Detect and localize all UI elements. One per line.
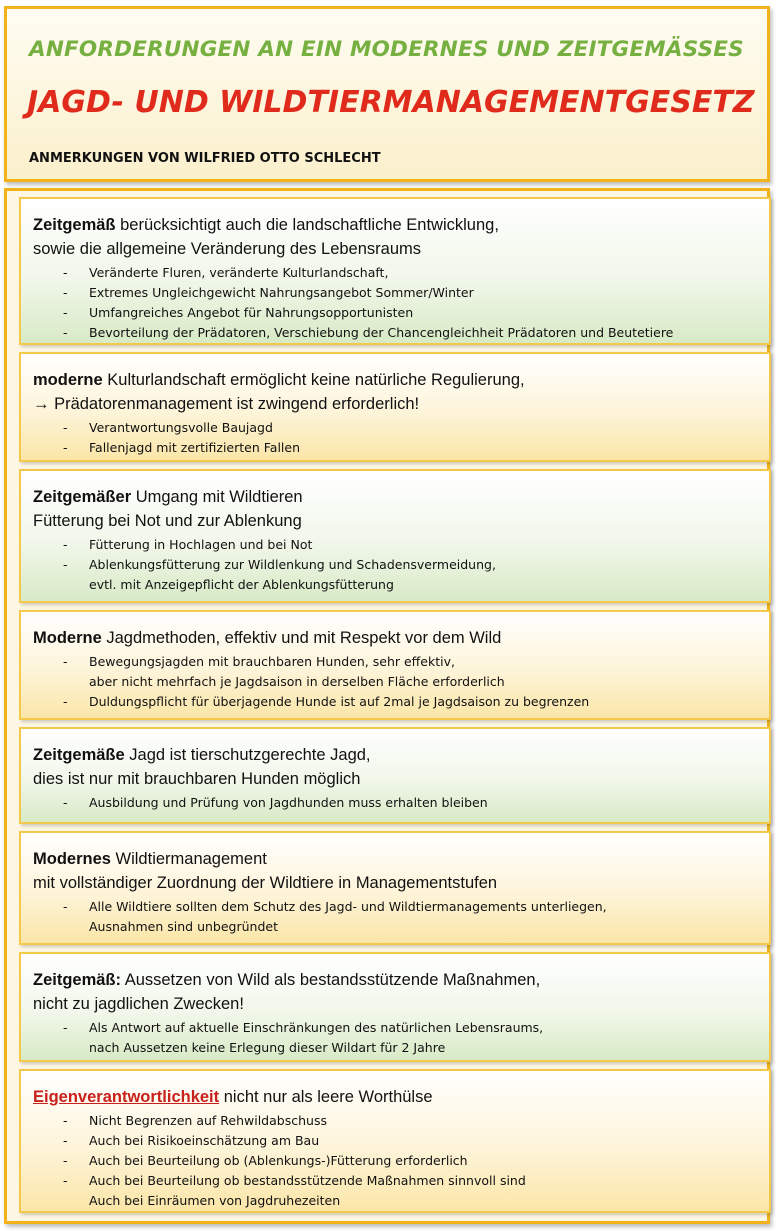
section-subheading: dies ist nur mit brauchbaren Hunden möglich — [33, 770, 361, 788]
section-subheading: sowie die allgemeine Veränderung des Lebensraums — [33, 240, 421, 258]
heading-text: Umgang mit Wildtieren — [131, 488, 303, 506]
list-item: - Fallenjagd mit zertifizierten Fallen — [33, 438, 757, 458]
bullet-list — [33, 263, 757, 343]
section-eigenverantwortlichkeit — [19, 1069, 771, 1213]
list-item: - Veränderte Fluren, veränderte Kulturlandschaft, — [33, 263, 757, 283]
heading-keyword: Zeitgemäß: — [33, 971, 122, 989]
bullet-list — [33, 652, 757, 712]
heading-keyword: Modernes — [33, 850, 111, 868]
heading-text: Jagd ist tierschutzgerechte Jagd, — [124, 746, 371, 764]
bullet-list — [33, 418, 757, 458]
list-item: - Duldungspflicht für überjagende Hunde ist auf 2mal je Jagdsaison zu begrenzen — [33, 692, 757, 712]
heading-text: Aussetzen von Wild als bestandsstützende Maßnahmen, — [121, 971, 541, 989]
section-umgang-wildtiere — [19, 469, 771, 603]
list-item: - Auch bei Beurteilung ob bestandsstützende Maßnahmen sinnvoll sind Auch bei Einräumen von Jagdruhezeiten — [33, 1171, 757, 1211]
heading-keyword: Moderne — [33, 629, 102, 647]
section-heading — [33, 847, 757, 871]
heading-keyword: moderne — [33, 371, 103, 389]
heading-text: berücksichtigt auch die landschaftliche Entwicklung, — [115, 216, 499, 234]
list-item: - Ausbildung und Prüfung von Jagdhunden muss erhalten bleiben — [33, 793, 757, 813]
list-item: - Bevorteilung der Prädatoren, Verschiebung der Chancengleichheit Prädatoren und Beutetiere — [33, 323, 757, 343]
bullet-list — [33, 793, 757, 813]
bullet-list — [33, 535, 757, 595]
section-wildtiermanagement — [19, 831, 771, 945]
section-zeitgemaess-landschaft — [19, 197, 771, 345]
section-heading — [33, 213, 757, 237]
section-aussetzen-von-wild — [19, 952, 771, 1062]
heading-keyword: Zeitgemäßer — [33, 488, 132, 506]
section-subheading: → Prädatorenmanagement ist zwingend erforderlich! — [33, 395, 420, 413]
section-heading — [33, 1085, 757, 1109]
section-subheading: nicht zu jagdlichen Zwecken! — [33, 995, 244, 1013]
bullet-list — [33, 1111, 757, 1211]
list-item: - Verantwortungsvolle Baujagd — [33, 418, 757, 438]
heading-keyword: Eigenverantwortlichkeit — [33, 1088, 220, 1106]
heading-keyword: Zeitgemäße — [33, 746, 125, 764]
section-heading — [33, 626, 757, 650]
list-item: - Umfangreiches Angebot für Nahrungsopportunisten — [33, 303, 757, 323]
section-heading — [33, 485, 757, 509]
list-item: - Auch bei Risikoeinschätzung am Bau — [33, 1131, 757, 1151]
heading-text: Jagdmethoden, effektiv und mit Respekt vor dem Wild — [101, 629, 502, 647]
section-heading — [33, 743, 757, 767]
section-subheading: Fütterung bei Not und zur Ablenkung — [33, 512, 302, 530]
bullet-list — [33, 1018, 757, 1058]
list-item: - Nicht Begrenzen auf Rehwildabschuss — [33, 1111, 757, 1131]
title-line-1: ANFORDERUNGEN AN EIN MODERNES UND ZEITGEMÄSSES — [29, 37, 744, 62]
author-line: ANMERKUNGEN VON WILFRIED OTTO SCHLECHT — [29, 151, 381, 166]
title-line-2: JAGD- UND WILDTIERMANAGEMENTGESETZ — [27, 85, 755, 120]
section-subheading: mit vollständiger Zuordnung der Wildtiere in Managementstufen — [33, 874, 498, 892]
list-item: - Ablenkungsfütterung zur Wildlenkung und Schadensvermeidung, evtl. mit Anzeigepflicht der Ablenkungsfütterung — [33, 555, 757, 595]
bullet-list — [33, 897, 757, 937]
list-item: - Auch bei Beurteilung ob (Ablenkungs-)Fütterung erforderlich — [33, 1151, 757, 1171]
heading-text: nicht nur als leere Worthülse — [219, 1088, 433, 1106]
list-item: - Als Antwort auf aktuelle Einschränkungen des natürlichen Lebensraums, nach Aussetzen keine Erlegung dieser Wildart für 2 Jahre — [33, 1018, 757, 1058]
content-frame — [4, 188, 770, 1224]
list-item: - Alle Wildtiere sollten dem Schutz des Jagd- und Wildtiermanagements unterliegen, Ausnahmen sind unbegründet — [33, 897, 757, 937]
section-praedatorenmanagement — [19, 352, 771, 462]
heading-text: Wildtiermanagement — [110, 850, 267, 868]
list-item: - Bewegungsjagden mit brauchbaren Hunden, sehr effektiv, aber nicht mehrfach je Jagdsaison in derselben Fläche erforderlich — [33, 652, 757, 692]
section-heading — [33, 968, 757, 992]
list-item: - Extremes Ungleichgewicht Nahrungsangebot Sommer/Winter — [33, 283, 757, 303]
heading-text: Kulturlandschaft ermöglicht keine natürliche Regulierung, — [102, 371, 525, 389]
section-jagdmethoden — [19, 610, 771, 720]
heading-keyword: Zeitgemäß — [33, 216, 116, 234]
title-banner — [4, 6, 770, 182]
section-tierschutzgerechte-jagd — [19, 727, 771, 824]
section-heading — [33, 368, 757, 392]
list-item: - Fütterung in Hochlagen und bei Not — [33, 535, 757, 555]
